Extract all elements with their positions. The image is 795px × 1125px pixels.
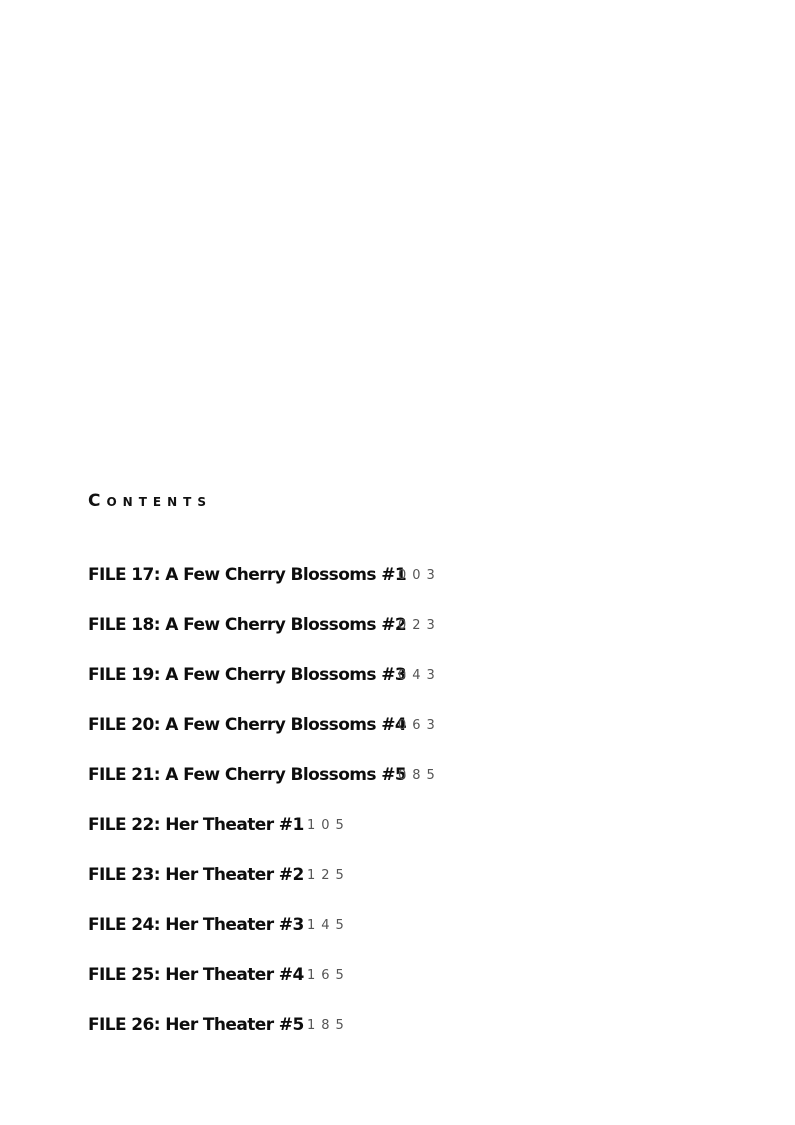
entry-title: FILE 25: Her Theater #4 (88, 965, 304, 985)
entry-title: FILE 20: A Few Cherry Blossoms #4 (88, 715, 407, 735)
entry-page-number: 063 (398, 718, 441, 733)
toc-entry-file-22 (88, 814, 688, 864)
entry-title: FILE 26: Her Theater #5 (88, 1015, 304, 1035)
entry-page-number: 085 (398, 768, 441, 783)
entry-page-number: 165 (307, 968, 350, 983)
table-of-contents (88, 490, 688, 1035)
entry-title: FILE 17: A Few Cherry Blossoms #1 (88, 565, 407, 585)
entry-page-number: 145 (307, 918, 350, 933)
toc-entry-file-18 (88, 614, 688, 664)
entry-title: FILE 23: Her Theater #2 (88, 865, 304, 885)
toc-entry-file-25 (88, 964, 688, 1014)
toc-entry-file-19 (88, 664, 688, 714)
toc-entry-file-17 (88, 564, 688, 614)
toc-entry-file-20 (88, 714, 688, 764)
toc-entry-file-24 (88, 914, 688, 964)
toc-entry-file-26 (88, 1014, 688, 1064)
entry-title: FILE 21: A Few Cherry Blossoms #5 (88, 765, 407, 785)
entry-page-number: 125 (307, 868, 350, 883)
entry-title: FILE 22: Her Theater #1 (88, 815, 304, 835)
entry-title: FILE 18: A Few Cherry Blossoms #2 (88, 615, 407, 635)
entry-title: FILE 19: A Few Cherry Blossoms #3 (88, 665, 407, 685)
entry-page-number: 043 (398, 668, 441, 683)
contents-heading: Contents (88, 491, 212, 511)
contents-list (88, 564, 688, 1064)
toc-entry-file-21 (88, 764, 688, 814)
entry-page-number: 023 (398, 618, 441, 633)
toc-entry-file-23 (88, 864, 688, 914)
entry-title: FILE 24: Her Theater #3 (88, 915, 304, 935)
entry-page-number: 105 (307, 818, 350, 833)
entry-page-number: 185 (307, 1018, 350, 1033)
entry-page-number: 003 (398, 568, 441, 583)
